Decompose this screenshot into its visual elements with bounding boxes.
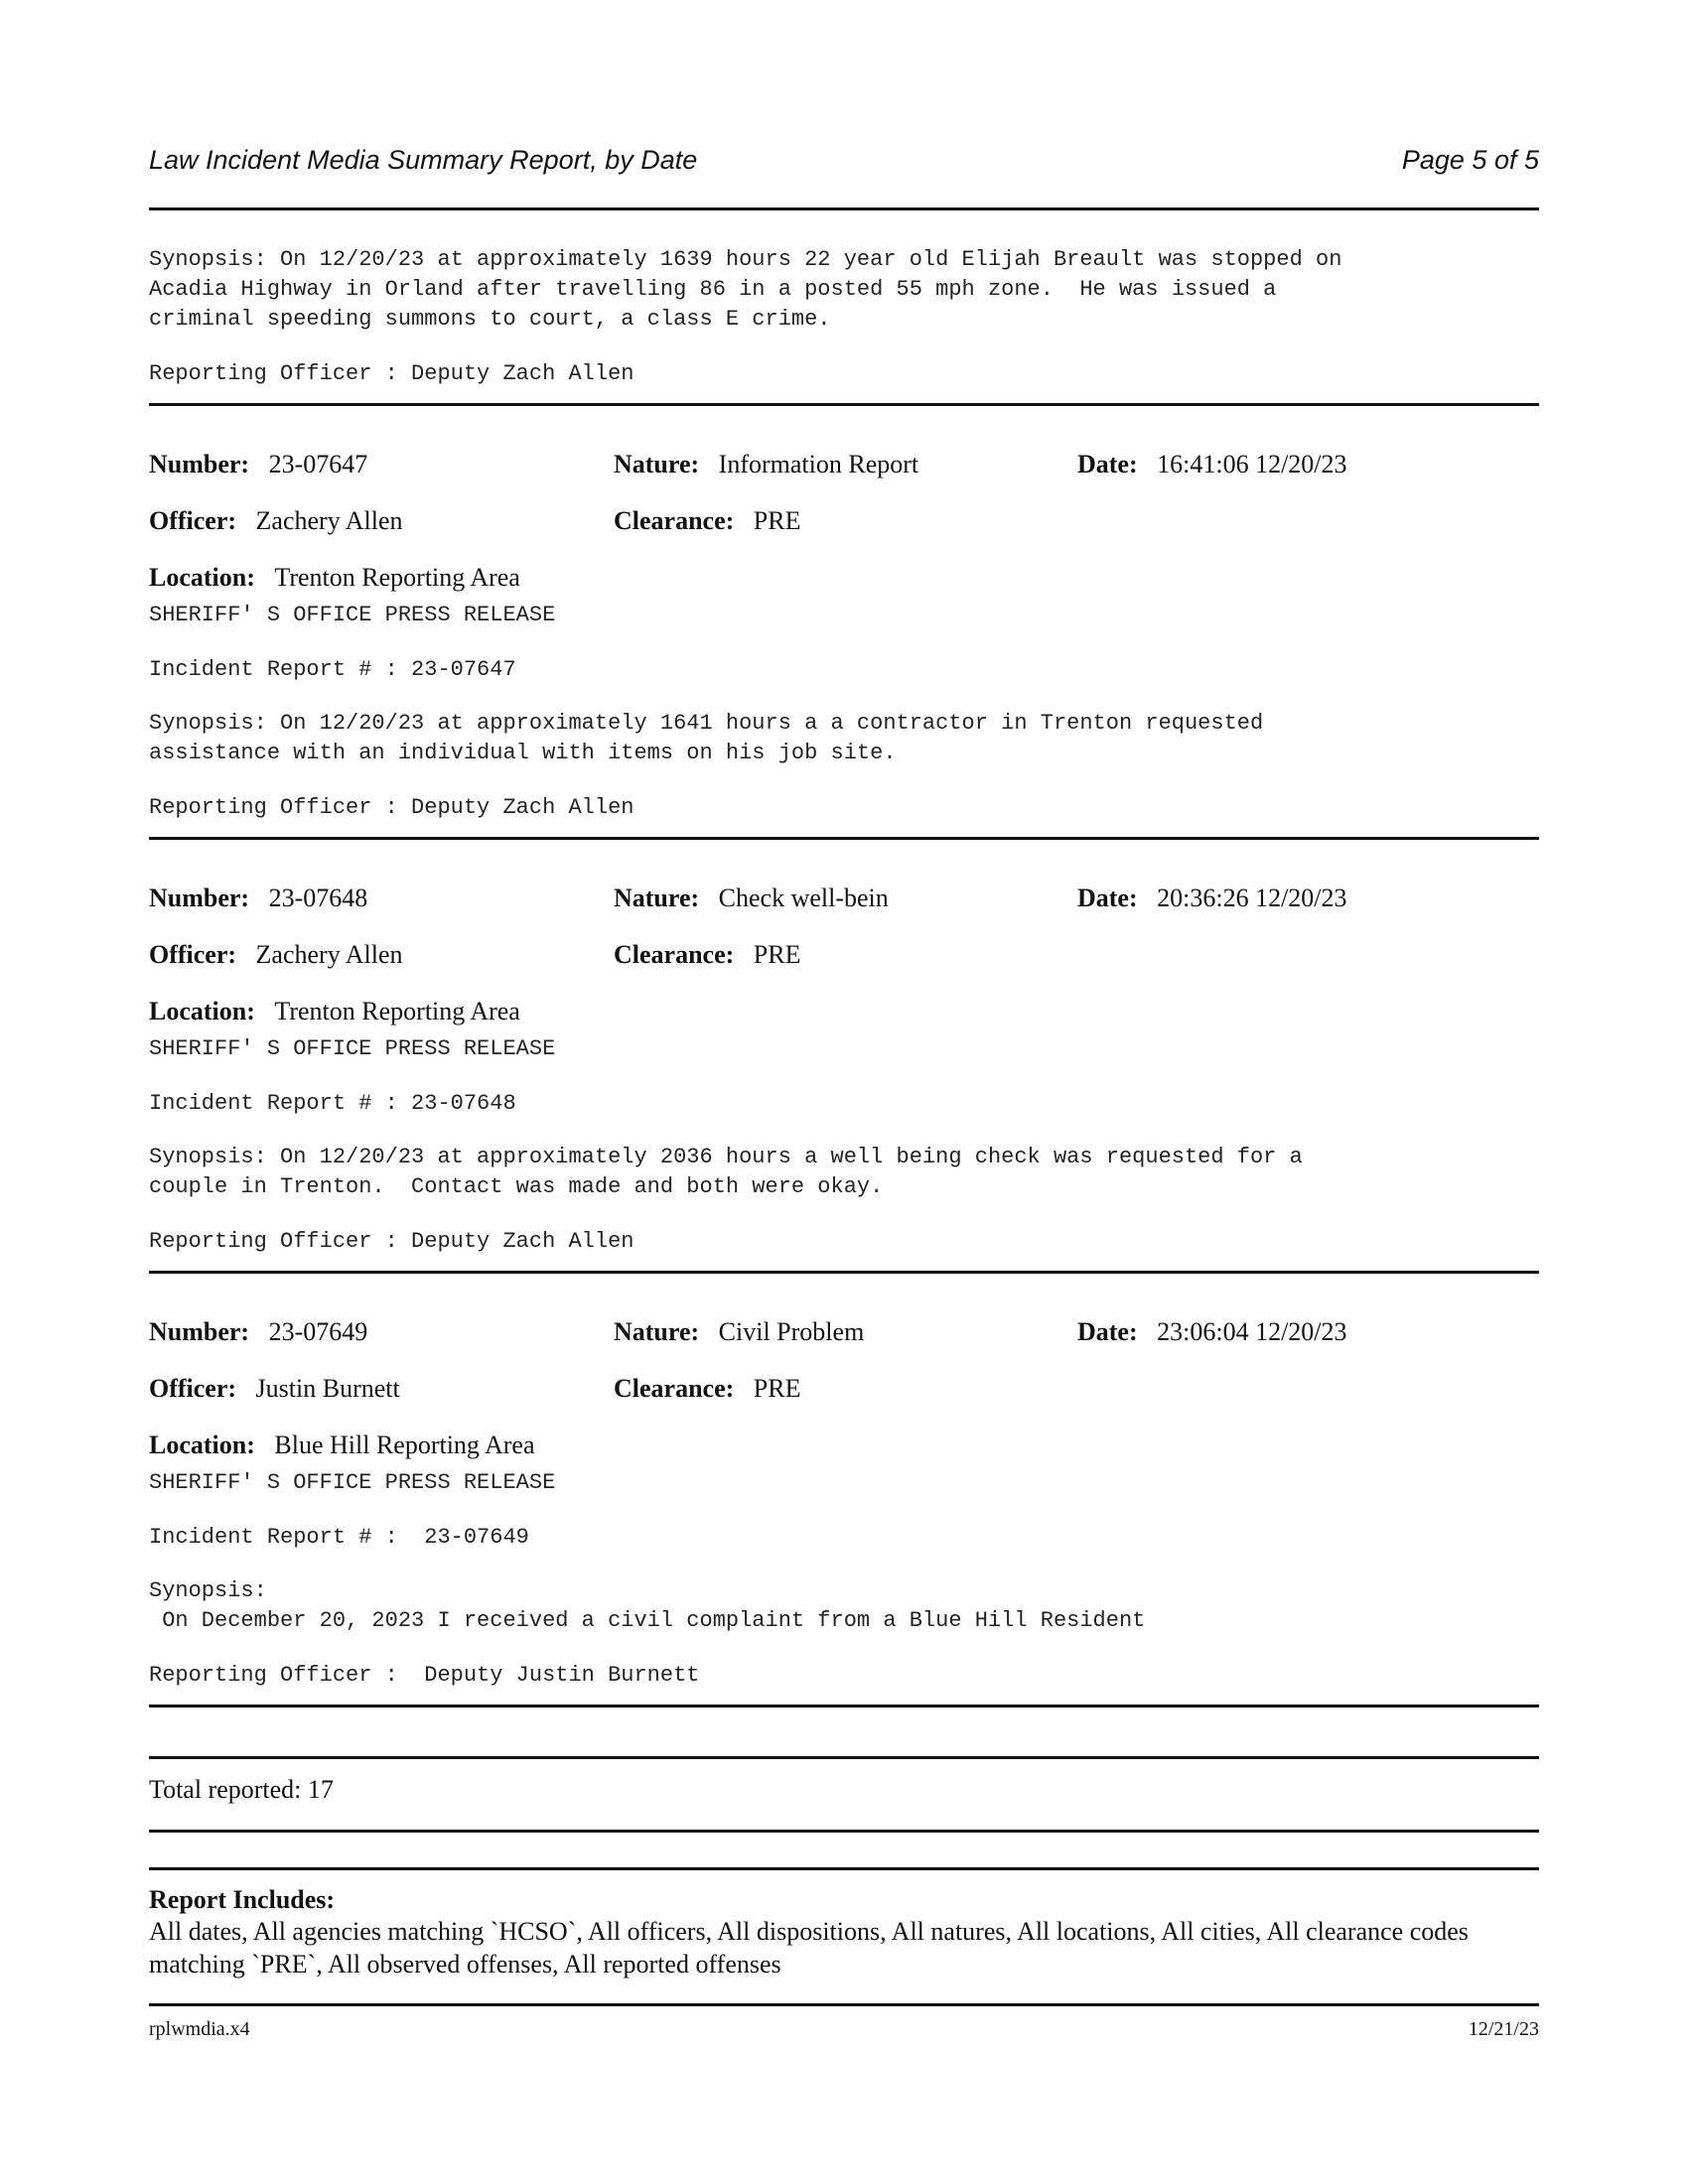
report-includes-text: All dates, All agencies matching `HCSO`, All officers, All dispositions, All natures, All locations, All cities, All clearance codes matching `PRE`, All observed offenses, All reported offenses [149,1917,1469,1979]
incident-number: 23-07649 [268,1317,368,1346]
date-label: Date: [1077,1317,1138,1346]
officer-field [149,1374,400,1404]
continued-synopsis: Synopsis: On 12/20/23 at approximately 1639 hours 22 year old Elijah Breault was stopped on Acadia Highway in Orland after travelling 86 in a posted 55 mph zone. He was issued a criminal speeding summons to court, a class E crime. [149,247,1342,332]
clearance-label: Clearance: [614,940,735,969]
number-field [149,1317,367,1347]
nature-field [614,1317,864,1347]
footer-print-date: 12/21/23 [1468,2018,1539,2040]
clearance-label: Clearance: [614,506,735,535]
officer-field [149,940,403,970]
reporting-officer: Reporting Officer : Deputy Justin Burnett [149,1663,700,1688]
incident-number: 23-07648 [268,884,368,912]
date-field [1077,450,1347,479]
nature-field [614,884,889,913]
press-release-label: SHERIFF' S OFFICE PRESS RELEASE [149,1036,556,1061]
number-label: Number: [149,450,250,478]
date-label: Date: [1077,884,1138,912]
nature-label: Nature: [614,884,700,912]
incident-location: Trenton Reporting Area [274,997,520,1025]
footer-report-code: rplwmdia.x4 [149,2018,250,2040]
incident-synopsis: Synopsis: On 12/20/23 at approximately 1641 hours a a contractor in Trenton requested assistance with an individual with items on his job site. [149,711,1264,765]
incident-officer: Justin Burnett [255,1374,400,1403]
reporting-officer: Reporting Officer : Deputy Zach Allen [149,795,634,820]
location-label: Location: [149,997,255,1025]
clearance-field [614,506,800,536]
clearance-label: Clearance: [614,1374,735,1403]
header-divider [149,207,1539,210]
record-divider [149,1705,1539,1707]
date-field [1077,884,1347,913]
incident-number: 23-07647 [268,450,368,478]
incident-date: 20:36:26 12/20/23 [1157,884,1347,912]
number-label: Number: [149,884,250,912]
record-divider [149,403,1539,406]
location-field [149,997,520,1026]
incident-nature: Civil Problem [718,1317,865,1346]
totals-top-divider [149,1756,1539,1759]
totals-bottom-divider [149,1830,1539,1833]
location-label: Location: [149,563,255,592]
record-divider [149,1271,1539,1274]
incident-officer: Zachery Allen [255,506,403,535]
incident-synopsis: Synopsis: On 12/20/23 at approximately 2036 hours a well being check was requested for a couple in Trenton. Contact was made and both were okay. [149,1145,1303,1199]
clearance-field [614,1374,800,1404]
nature-label: Nature: [614,450,700,478]
incident-report-number: Incident Report # : 23-07647 [149,657,516,682]
clearance-field [614,940,800,970]
location-field [149,1431,535,1460]
officer-label: Officer: [149,940,237,969]
officer-field [149,506,403,536]
report-title: Law Incident Media Summary Report, by Date [149,145,698,175]
officer-label: Officer: [149,506,237,535]
officer-label: Officer: [149,1374,237,1403]
total-reported: Total reported: 17 [149,1775,334,1804]
record-divider [149,837,1539,840]
press-release-label: SHERIFF' S OFFICE PRESS RELEASE [149,1470,556,1495]
incident-clearance: PRE [753,506,801,535]
location-label: Location: [149,1431,255,1459]
date-field [1077,1317,1347,1347]
date-label: Date: [1077,450,1138,478]
report-page [149,0,1539,2184]
incident-location: Blue Hill Reporting Area [274,1431,535,1459]
report-includes-heading: Report Includes: [149,1885,336,1914]
includes-divider [149,1867,1539,1870]
location-field [149,563,520,593]
incident-report-number: Incident Report # : 23-07648 [149,1091,516,1116]
nature-label: Nature: [614,1317,700,1346]
nature-field [614,450,918,479]
incident-nature: Information Report [718,450,919,478]
incident-date: 23:06:04 12/20/23 [1157,1317,1347,1346]
incident-date: 16:41:06 12/20/23 [1157,450,1347,478]
press-release-label: SHERIFF' S OFFICE PRESS RELEASE [149,603,556,627]
number-field [149,450,367,479]
page-number: Page 5 of 5 [1401,145,1539,175]
continued-reporting-officer: Reporting Officer : Deputy Zach Allen [149,361,634,386]
incident-location: Trenton Reporting Area [274,563,520,592]
incident-clearance: PRE [753,940,801,969]
incident-synopsis: Synopsis: On December 20, 2023 I received a civil complaint from a Blue Hill Resident [149,1578,1146,1633]
incident-nature: Check well-bein [718,884,889,912]
reporting-officer: Reporting Officer : Deputy Zach Allen [149,1229,634,1254]
incident-report-number: Incident Report # : 23-07649 [149,1525,529,1550]
incident-officer: Zachery Allen [255,940,403,969]
footer-divider [149,2003,1539,2006]
number-field [149,884,367,913]
incident-clearance: PRE [753,1374,801,1403]
number-label: Number: [149,1317,250,1346]
